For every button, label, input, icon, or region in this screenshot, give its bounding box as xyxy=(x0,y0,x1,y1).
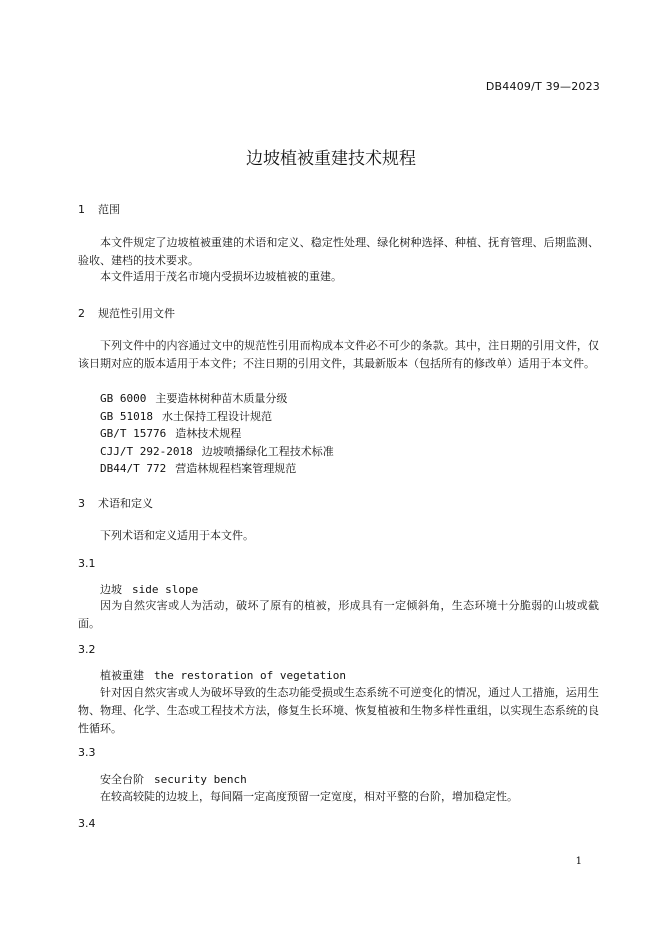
term-english: side slope xyxy=(132,583,199,596)
term-number: 3.3 xyxy=(78,746,96,759)
term-chinese: 植被重建 xyxy=(100,669,144,682)
paragraph-terms-intro: 下列术语和定义适用于本文件。 xyxy=(100,529,254,542)
reference-item xyxy=(100,408,272,424)
section-heading-3 xyxy=(78,495,153,511)
term-entry xyxy=(100,771,247,787)
term-number: 3.2 xyxy=(78,643,96,656)
reference-code: DB44/T 772 xyxy=(100,462,167,475)
term-chinese: 边坡 xyxy=(100,583,122,596)
section-title: 范围 xyxy=(98,203,120,216)
reference-code: CJJ/T 292-2018 xyxy=(100,445,193,458)
section-heading-1 xyxy=(78,201,120,217)
section-number: 1 xyxy=(78,203,85,216)
term-entry xyxy=(100,581,198,597)
reference-item xyxy=(100,443,334,459)
section-heading-2 xyxy=(78,305,175,321)
reference-title: 营造林规程档案管理规范 xyxy=(175,462,297,475)
paragraph-scope-2: 本文件适用于茂名市境内受损坏边坡植被的重建。 xyxy=(100,270,342,283)
term-english: the restoration of vegetation xyxy=(154,669,347,682)
reference-code: GB 51018 xyxy=(100,410,153,423)
reference-code: GB 6000 xyxy=(100,392,147,405)
term-english: security bench xyxy=(154,773,247,786)
section-number: 3 xyxy=(78,497,85,510)
reference-item xyxy=(100,390,287,406)
section-number: 2 xyxy=(78,307,85,320)
section-title: 规范性引用文件 xyxy=(98,307,175,320)
term-number: 3.1 xyxy=(78,557,96,570)
section-title: 术语和定义 xyxy=(98,497,153,510)
reference-code: GB/T 15776 xyxy=(100,427,167,440)
document-code: DB4409/T 39—2023 xyxy=(485,80,600,93)
page-number: 1 xyxy=(575,856,582,867)
paragraph-scope-1: 本文件规定了边坡植被重建的术语和定义、稳定性处理、绿化树种选择、种植、抚育管理、后期监测、验收、建档的技术要求。 xyxy=(78,236,599,267)
reference-title: 边坡喷播绿化工程技术标准 xyxy=(201,445,334,458)
term-definition: 在较高较陡的边坡上，每间隔一定高度预留一定宽度，相对平整的台阶，增加稳定性。 xyxy=(100,790,518,803)
paragraph-normative-refs: 下列文件中的内容通过文中的规范性引用而构成本文件必不可少的条款。其中，注日期的引用文件，仅该日期对应的版本适用于本文件；不注日期的引用文件，其最新版本（包括所有的修改单）适用于本文件。 xyxy=(78,339,599,370)
reference-item xyxy=(100,460,296,476)
term-definition: 针对因自然灾害或人为破坏导致的生态功能受损或生态系统不可逆变化的情况，通过人工措施，运用生物、物理、化学、生态或工程技术方法，修复生长环境、恢复植被和生物多样性重组，以实现生态系统的良性循环。 xyxy=(78,686,599,735)
term-definition: 因为自然灾害或人为活动，破坏了原有的植被，形成具有一定倾斜角，生态环境十分脆弱的山坡或截面。 xyxy=(78,599,599,630)
term-chinese: 安全台阶 xyxy=(100,773,144,786)
term-entry xyxy=(100,667,346,683)
reference-title: 主要造林树种苗木质量分级 xyxy=(155,392,288,405)
term-number: 3.4 xyxy=(78,817,96,830)
document-title: 边坡植被重建技术规程 xyxy=(246,149,416,169)
reference-title: 造林技术规程 xyxy=(175,427,242,440)
reference-item xyxy=(100,425,241,441)
reference-title: 水土保持工程设计规范 xyxy=(161,410,272,423)
